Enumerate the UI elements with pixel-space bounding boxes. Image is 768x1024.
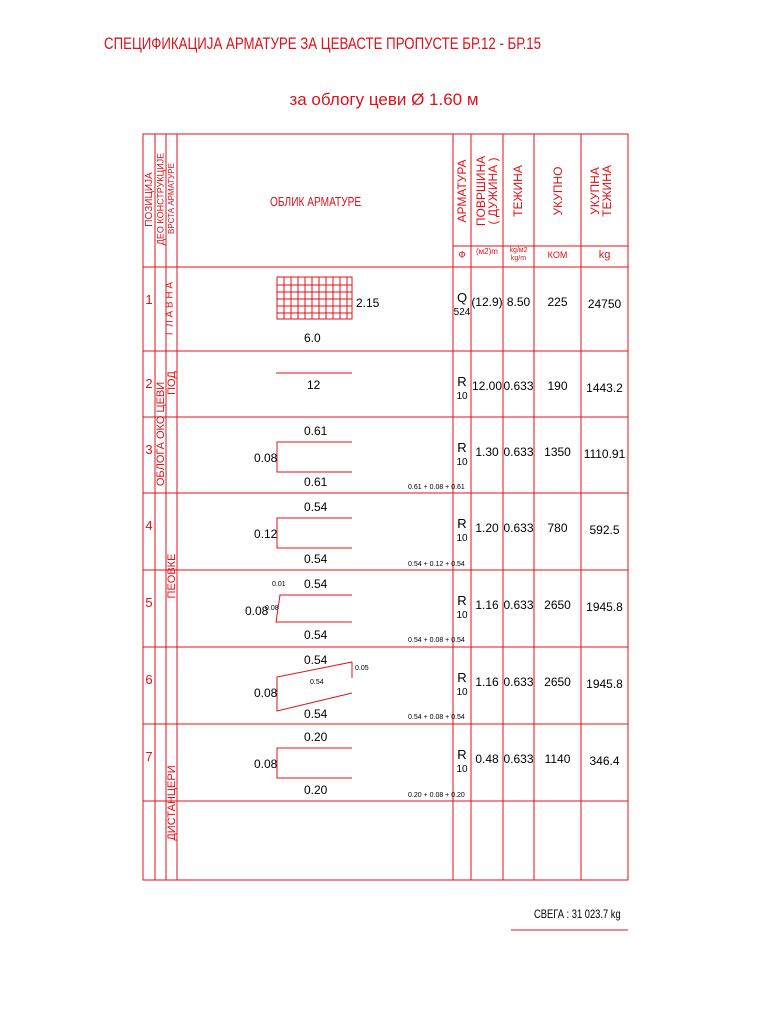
group-pod: ПОД (166, 371, 178, 395)
arm-diameter: 524 (453, 307, 471, 318)
position-number: 5 (145, 595, 153, 610)
shape-formula: 0.20 + 0.08 + 0.20 (408, 792, 465, 799)
shape-formula: 0.54 + 0.08 + 0.54 (408, 637, 465, 644)
header-ukupno: УКУПНО (551, 166, 565, 216)
count: 1140 (544, 752, 571, 766)
unit-weight: 0.633 (503, 445, 534, 459)
header-vrsta: ВРСТА АРМАТУРЕ (167, 163, 176, 234)
shape-label: 0.20 (304, 783, 328, 797)
shape-label: 0.61 (304, 424, 328, 438)
total-row-weight: 1945.8 (586, 677, 623, 691)
arm-diameter: 10 (456, 610, 468, 621)
surface-length: 1.16 (475, 675, 499, 689)
position-number: 3 (145, 442, 153, 457)
total-row-weight: 346.4 (589, 754, 620, 768)
position-number: 6 (145, 672, 153, 687)
shape-formula: 0.61 + 0.08 + 0.61 (408, 484, 465, 491)
shape-label: 0.54 (304, 500, 328, 514)
shape-tiny-label: 0.01 (272, 581, 286, 588)
unit-armatura: Ф (458, 250, 466, 261)
mesh-shape (277, 277, 352, 319)
header-deo: ДЕО КОНСТРУКЦИЈЕ (155, 152, 166, 246)
surface-length: 0.48 (475, 752, 499, 766)
unit-weight: 0.633 (503, 379, 534, 393)
arm-diameter: 10 (456, 764, 468, 775)
shape-tiny-label: 0.54 (310, 679, 324, 686)
unit-tezina: kg/м2 kg/m (509, 247, 528, 262)
shape-label: 0.08 (254, 757, 278, 771)
arm-type: R (457, 593, 467, 608)
shape-label: 0.12 (254, 527, 278, 541)
header-tezina: ТЕЖИНА (511, 165, 525, 217)
arm-diameter: 10 (456, 687, 468, 698)
unit-weight: 0.633 (503, 521, 534, 535)
position-number: 2 (145, 376, 153, 391)
shape-label: 0.08 (254, 451, 278, 465)
header-ukupna: УКУПНА (588, 167, 602, 215)
header-povrsina: ПОВРШИНА (474, 155, 488, 227)
arm-type: R (457, 670, 467, 685)
count: 225 (547, 295, 568, 309)
surface-length: 1.20 (475, 521, 499, 535)
arm-type: R (457, 440, 467, 455)
shape-formula: 0.54 + 0.12 + 0.54 (408, 561, 465, 568)
arm-type: R (457, 747, 467, 762)
unit-ukupno: КОМ (547, 250, 568, 260)
shape-label: 0.54 (304, 653, 328, 667)
shape-label: 0.08 (245, 604, 269, 618)
header-tezina2: ТЕЖИНА (600, 165, 614, 217)
arm-type: R (457, 374, 467, 389)
position-number: 1 (145, 292, 153, 307)
arm-diameter: 10 (456, 391, 468, 402)
count: 1350 (544, 445, 571, 459)
shape-label: 0.54 (304, 707, 328, 721)
group-distanceri: ДИСТАНЦЕРИ (166, 765, 178, 841)
shape-label: 0.20 (304, 730, 328, 744)
total-row-weight: 1443.2 (586, 381, 623, 395)
page-subtitle: за облогу цеви Ø 1.60 м (289, 90, 479, 109)
shape-formula: 0.54 + 0.08 + 0.54 (408, 714, 465, 721)
page-title: СПЕЦИФИКАЦИЈА АРМАТУРЕ ЗА ЦЕВАСТЕ ПРОПУСТЕ БР.12 - БР.15 (103, 34, 541, 53)
header-pozicija: ПОЗИЦИЈА (144, 172, 155, 227)
shape-label: 12 (307, 378, 321, 392)
shape-label: 0.54 (304, 628, 328, 642)
total-row-weight: 24750 (587, 297, 622, 311)
count: 2650 (544, 675, 571, 689)
unit-weight: 0.633 (503, 752, 534, 766)
group-obloga: ОБЛОГА ОКО ЦЕВИ (155, 381, 167, 487)
count: 2650 (544, 598, 571, 612)
shape-tiny-label: 0.08 (265, 605, 279, 612)
shape-label: 0.54 (304, 577, 328, 591)
header-oblik: ОБЛИК АРМАТУРЕ (270, 194, 362, 209)
arm-diameter: 10 (456, 457, 468, 468)
unit-weight: 0.633 (503, 598, 534, 612)
unit-ukupna: kg (598, 249, 611, 261)
arm-type: Q (456, 290, 468, 305)
arm-type: R (457, 516, 467, 531)
total-row-weight: 1945.8 (586, 600, 623, 614)
total-weight: СВЕГА : 31 023.7 kg (534, 907, 621, 921)
group-peovke: ПЕОВКЕ (166, 553, 178, 599)
surface-length: 1.16 (475, 598, 499, 612)
unit-weight: 8.50 (506, 295, 531, 309)
unit-weight: 0.633 (503, 675, 534, 689)
shape-label: 0.54 (304, 552, 328, 566)
surface-length: (12.9) (471, 295, 503, 309)
position-number: 7 (145, 749, 153, 764)
surface-length: 12.00 (471, 379, 503, 393)
shape-tiny-label: 0.05 (355, 665, 369, 672)
count: 780 (547, 521, 568, 535)
header-armatura: АРМАТУРА (455, 159, 469, 223)
shape-label: 0.61 (304, 475, 328, 489)
total-row-weight: 1110.91 (583, 447, 626, 461)
shape-label: 0.08 (254, 686, 278, 700)
group-glavna: Г Л А В Н А (164, 281, 176, 336)
shape-label: 2.15 (356, 296, 380, 310)
arm-diameter: 10 (456, 533, 468, 544)
surface-length: 1.30 (475, 445, 499, 459)
header-duzina: ( ДУЖИНА ) (486, 157, 500, 225)
total-row-weight: 592.5 (589, 523, 620, 537)
position-number: 4 (145, 518, 153, 533)
unit-povrsina: (м2)m (476, 247, 498, 256)
count: 190 (547, 379, 568, 393)
shape-label: 6.0 (304, 331, 321, 345)
